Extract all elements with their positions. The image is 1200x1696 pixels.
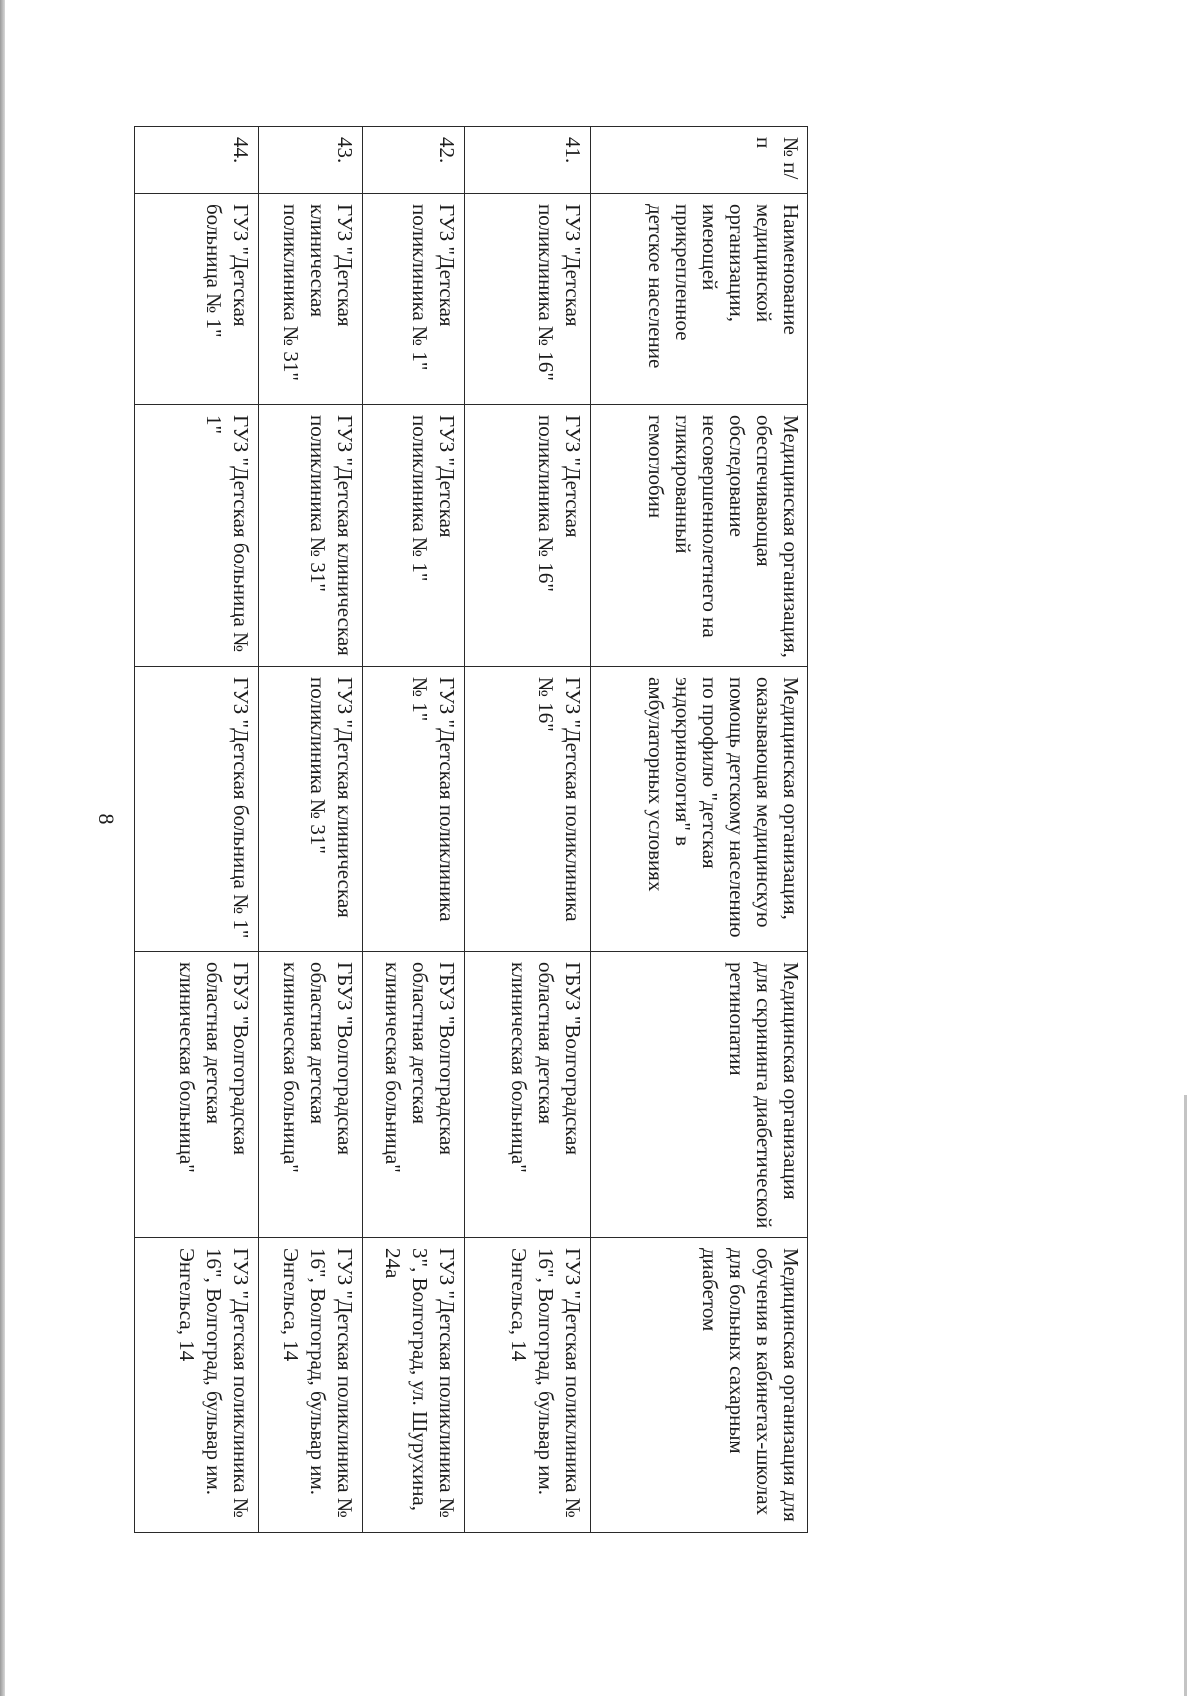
row-number: 43. xyxy=(259,127,363,194)
row-diabetes-school: ГУЗ "Детская поликлиника № 16", Волгоград, бульвар им. Энгельса, 14 xyxy=(135,1238,259,1533)
header-endocrinology: Медицинская организация, оказывающая медицинскую помощь детскому населению по профилю "детская эндокринология" в амбулаторных условиях xyxy=(591,667,808,952)
table-row xyxy=(465,127,591,1533)
table-header-row xyxy=(591,127,808,1533)
row-retinopathy-screening: ГБУЗ "Волгоградская областная детская клиническая больница" xyxy=(135,952,259,1238)
header-retinopathy-screening: Медицинская организация для скрининга диабетической ретинопатии xyxy=(591,952,808,1238)
row-diabetes-school: ГУЗ "Детская поликлиника № 16", Волгоград, бульвар им. Энгельса, 14 xyxy=(259,1238,363,1533)
scan-edge-left xyxy=(0,0,5,1696)
row-retinopathy-screening: ГБУЗ "Волгоградская областная детская клиническая больница" xyxy=(259,952,363,1238)
row-endocrinology: ГУЗ "Детская поликлиника № 16" xyxy=(465,667,591,952)
row-diabetes-school: ГУЗ "Детская поликлиника № 3", Волгоград, ул. Шурухина, 24а xyxy=(363,1238,465,1533)
table-row xyxy=(363,127,465,1533)
row-number: 44. xyxy=(135,127,259,194)
row-glycated-hemoglobin: ГУЗ "Детская клиническая поликлиника № 31" xyxy=(259,405,363,667)
row-endocrinology: ГУЗ "Детская клиническая поликлиника № 31" xyxy=(259,667,363,952)
row-endocrinology: ГУЗ "Детская поликлиника № 1" xyxy=(363,667,465,952)
row-organization: ГУЗ "Детская поликлиника № 1" xyxy=(363,194,465,405)
row-diabetes-school: ГУЗ "Детская поликлиника № 16", Волгоград, бульвар им. Энгельса, 14 xyxy=(465,1238,591,1533)
row-glycated-hemoglobin: ГУЗ "Детская поликлиника № 16" xyxy=(465,405,591,667)
row-number: 42. xyxy=(363,127,465,194)
organizations-table xyxy=(134,126,808,1533)
table-row xyxy=(259,127,363,1533)
header-organization: Наименование медицинской организации, имеющей прикрепленное детское население xyxy=(591,194,808,405)
row-organization: ГУЗ "Детская больница № 1" xyxy=(135,194,259,405)
row-retinopathy-screening: ГБУЗ "Волгоградская областная детская клиническая больница" xyxy=(363,952,465,1238)
header-glycated-hemoglobin: Медицинская организация, обеспечивающая обследование несовершеннолетнего на гликированный гемоглобин xyxy=(591,405,808,667)
scan-edge-right xyxy=(1184,1095,1187,1696)
row-organization: ГУЗ "Детская клиническая поликлиника № 31" xyxy=(259,194,363,405)
row-number: 41. xyxy=(465,127,591,194)
page-number: 8 xyxy=(94,813,119,825)
header-diabetes-school: Медицинская организация для обучения в кабинетах-школах для больных сахарным диабетом xyxy=(591,1238,808,1533)
rotated-table-container xyxy=(135,126,808,1532)
row-retinopathy-screening: ГБУЗ "Волгоградская областная детская клиническая больница" xyxy=(465,952,591,1238)
row-endocrinology: ГУЗ "Детская больница № 1" xyxy=(135,667,259,952)
header-number: № п/п xyxy=(591,127,808,194)
row-organization: ГУЗ "Детская поликлиника № 16" xyxy=(465,194,591,405)
row-glycated-hemoglobin: ГУЗ "Детская больница № 1" xyxy=(135,405,259,667)
table-row xyxy=(135,127,259,1533)
row-glycated-hemoglobin: ГУЗ "Детская поликлиника № 1" xyxy=(363,405,465,667)
